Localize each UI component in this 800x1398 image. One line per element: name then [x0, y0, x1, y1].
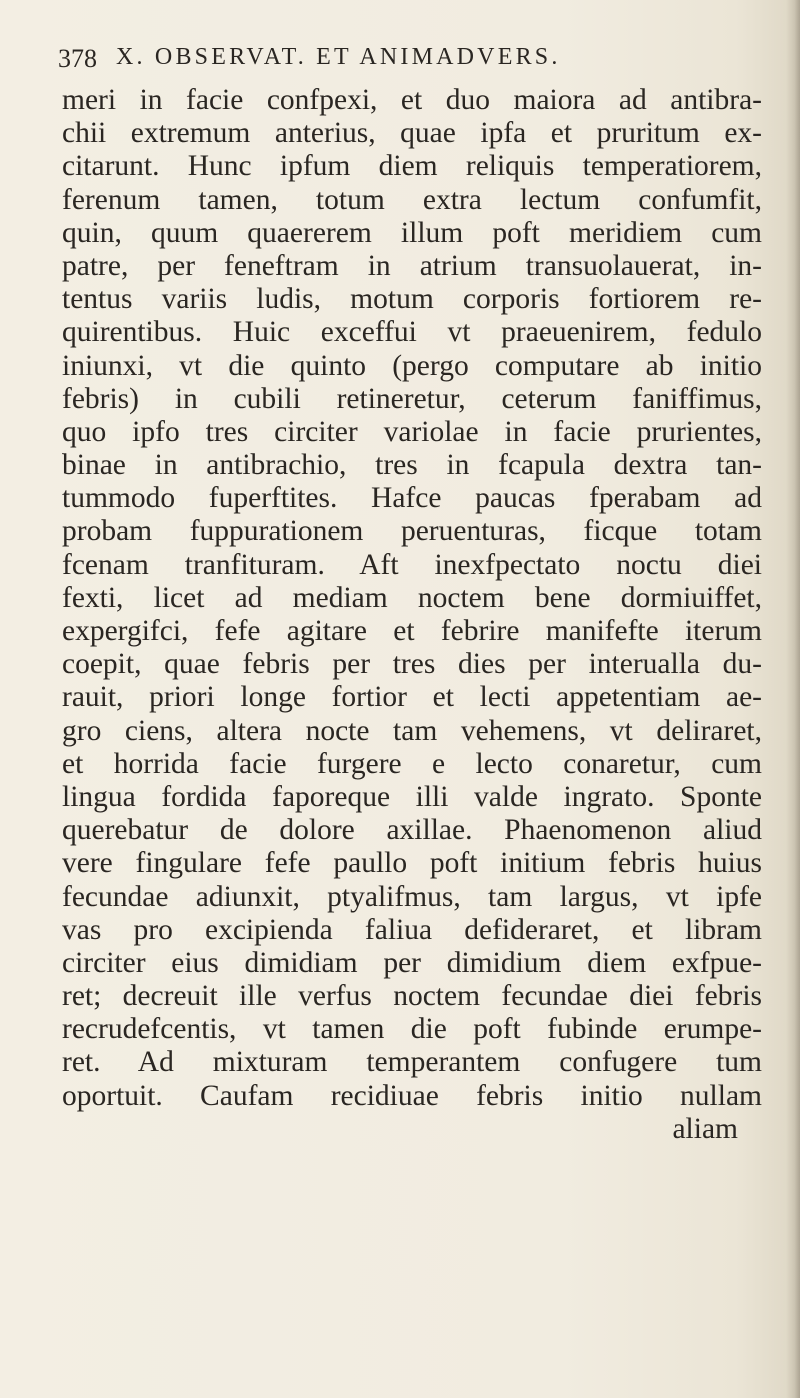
text-line: expergifci, fefe agitare et febrire manifefte iterum — [62, 615, 762, 647]
text-line: probam fuppurationem peruenturas, ficque totam — [62, 515, 762, 548]
catchword: aliam — [672, 1112, 738, 1145]
text-line: oportuit. Caufam recidiuae febris initio nullam — [62, 1079, 762, 1112]
text-line: coepit, quae febris per tres dies per interualla du- — [62, 648, 762, 681]
text-line: vere fingulare fefe paullo poft initium febris huius — [62, 847, 762, 880]
text-line: querebatur de dolore axillae. Phaenomenon aliud — [62, 814, 762, 847]
text-line: gro ciens, altera nocte tam vehemens, vt deliraret, — [62, 714, 762, 747]
text-line: binae in antibrachio, tres in fcapula dextra tan- — [62, 449, 762, 482]
text-line: vas pro excipienda faliua defideraret, et libram — [62, 913, 762, 946]
text-line: tummodo fuperftites. Hafce paucas fperabam ad — [62, 482, 762, 515]
text-line: fcenam tranfituram. Aft inexfpectato noctu diei — [62, 548, 762, 581]
page-number: 378 — [58, 44, 97, 73]
text-line: tentus variis ludis, motum corporis fortiorem re- — [62, 283, 762, 316]
text-line: quo ipfo tres circiter variolae in facie prurientes, — [62, 415, 762, 448]
text-line: circiter eius dimidiam per dimidium diem exfpue- — [62, 946, 762, 979]
text-line: quin, quum quaererem illum poft meridiem cum — [62, 216, 762, 249]
text-line: et horrida facie furgere e lecto conaretur, cum — [62, 747, 762, 780]
text-line: quirentibus. Huic exceffui vt praeuenirem, fedulo — [62, 316, 762, 349]
text-line: fecundae adiunxit, ptyalifmus, tam largus, vt ipfe — [62, 880, 762, 913]
text-line: febris) in cubili retineretur, ceterum faniffimus, — [62, 382, 762, 415]
text-line: lingua fordida faporeque illi valde ingrato. Sponte — [62, 780, 762, 813]
page-edge-shadow — [786, 0, 800, 1398]
text-line: recrudefcentis, vt tamen die poft fubinde erumpe- — [62, 1013, 762, 1046]
text-line: ret. Ad mixturam temperantem confugere tum — [62, 1046, 762, 1079]
text-line: chii extremum anterius, quae ipfa et pruritum ex- — [62, 117, 762, 150]
text-line: ferenum tamen, totum extra lectum confumfit, — [62, 183, 762, 216]
text-line: meri in facie confpexi, et duo maiora ad antibra- — [62, 84, 762, 116]
text-line: ret; decreuit ille verfus noctem fecundae diei febris — [62, 980, 762, 1013]
text-line: fexti, licet ad mediam noctem bene dormiuiffet, — [62, 581, 762, 614]
text-line: patre, per feneftram in atrium transuolauerat, in- — [62, 249, 762, 282]
text-line: citarunt. Hunc ipfum diem reliquis temperatiorem, — [62, 150, 762, 183]
page-header — [58, 38, 758, 78]
body-text — [62, 84, 762, 1146]
running-head: X. OBSERVAT. ET ANIMADVERS. — [116, 44, 561, 70]
text-line: rauit, priori longe fortior et lecti appetentiam ae- — [62, 681, 762, 714]
text-line: iniunxi, vt die quinto (pergo computare ab initio — [62, 349, 762, 382]
